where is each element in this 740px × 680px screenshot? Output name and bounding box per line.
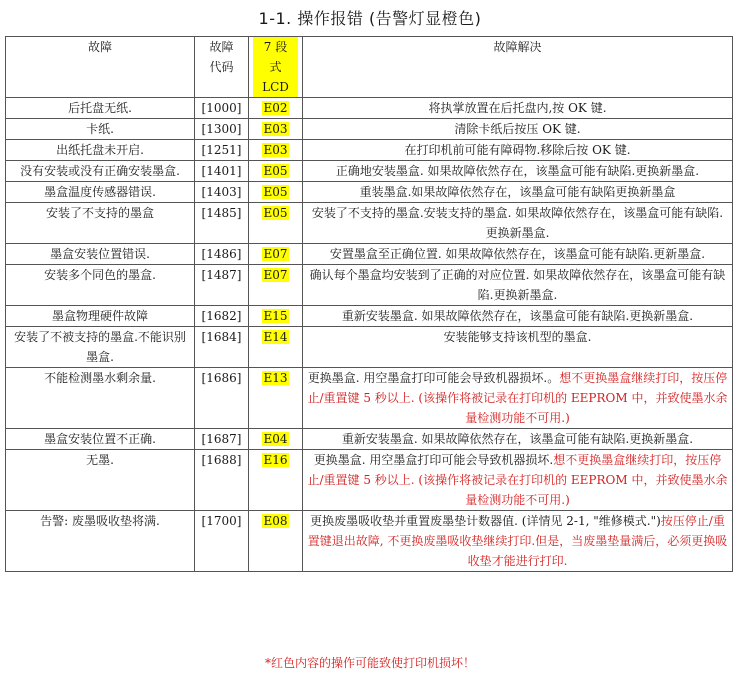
error-table — [5, 36, 733, 572]
lcd-cell — [249, 203, 303, 244]
solution-cell — [303, 98, 733, 119]
lcd-code: E07 — [263, 268, 288, 282]
code-cell: [1687] — [195, 429, 249, 450]
code-cell: [1684] — [195, 327, 249, 368]
header-lcd — [249, 37, 303, 98]
lcd-code: E15 — [263, 309, 288, 323]
solution-cell — [303, 119, 733, 140]
solution-text: 更换废墨吸收垫并重置废墨垫计数器值. (详情见 2-1, "维修模式.") — [310, 514, 661, 528]
lcd-cell — [249, 265, 303, 306]
code-cell: [1486] — [195, 244, 249, 265]
lcd-code: E05 — [263, 206, 288, 220]
solution-cell — [303, 265, 733, 306]
code-cell: [1686] — [195, 368, 249, 429]
lcd-cell — [249, 244, 303, 265]
lcd-code: E13 — [263, 371, 288, 385]
table-header-row — [6, 37, 733, 98]
solution-text: 安装能够支持该机型的墨盒. — [443, 330, 592, 344]
code-cell: [1485] — [195, 203, 249, 244]
header-code-line1: 故障 — [209, 40, 234, 54]
lcd-cell — [249, 140, 303, 161]
solution-cell — [303, 511, 733, 572]
solution-warning-text: 按压停止/重置键退出故障, 不更换废墨吸收垫继续打印.但是，当废墨垫量满后，必须更换吸收垫才能进行打印. — [307, 514, 728, 568]
header-code — [195, 37, 249, 98]
header-lcd-line2: 式 — [253, 57, 298, 77]
solution-text: 确认每个墨盒均安装到了正确的对应位置. 如果故障依然存在，该墨盒可能有缺陷.更换新墨盒. — [309, 268, 726, 302]
fault-cell: 墨盒物理硬件故障 — [6, 306, 195, 327]
table-row — [6, 429, 733, 450]
code-cell: [1000] — [195, 98, 249, 119]
code-cell: [1251] — [195, 140, 249, 161]
table-row — [6, 265, 733, 306]
table-row — [6, 306, 733, 327]
lcd-cell — [249, 511, 303, 572]
code-cell: [1487] — [195, 265, 249, 306]
solution-warning-text: 想不更换墨盒继续打印，按压停止/重置键 5 秒以上. (该操作将被记录在打印机的 EEPROM 中，并致使墨水余量检测功能不可用.) — [307, 371, 728, 425]
fault-cell: 安装了不被支持的墨盒.不能识别墨盒. — [6, 327, 195, 368]
table-row — [6, 119, 733, 140]
table-row — [6, 244, 733, 265]
lcd-cell — [249, 429, 303, 450]
lcd-cell — [249, 368, 303, 429]
solution-cell — [303, 203, 733, 244]
solution-cell — [303, 140, 733, 161]
solution-text: 重新安装墨盒. 如果故障依然存在，该墨盒可能有缺陷.更换新墨盒. — [341, 432, 694, 446]
header-fault: 故障 — [6, 37, 195, 98]
table-row — [6, 98, 733, 119]
code-cell: [1688] — [195, 450, 249, 511]
table-row — [6, 182, 733, 203]
solution-text: 安置墨盒至正确位置. 如果故障依然存在，该墨盒可能有缺陷.更新墨盒. — [329, 247, 706, 261]
lcd-code: E02 — [263, 101, 288, 115]
header-lcd-line3: LCD — [253, 77, 298, 97]
header-solution: 故障解决 — [303, 37, 733, 98]
code-cell: [1403] — [195, 182, 249, 203]
lcd-code: E07 — [263, 247, 288, 261]
solution-cell — [303, 429, 733, 450]
code-cell: [1300] — [195, 119, 249, 140]
solution-cell — [303, 327, 733, 368]
fault-cell: 后托盘无纸. — [6, 98, 195, 119]
lcd-code: E16 — [263, 453, 288, 467]
solution-text: 重装墨盒.如果故障依然存在，该墨盒可能有缺陷更换新墨盒 — [359, 185, 676, 199]
fault-cell: 出纸托盘未开启. — [6, 140, 195, 161]
page-title: 1-1. 操作报错 (告警灯显橙色) — [258, 9, 482, 28]
lcd-code: E03 — [263, 143, 288, 157]
table-row — [6, 203, 733, 244]
solution-cell — [303, 368, 733, 429]
lcd-cell — [249, 161, 303, 182]
solution-text: 安装了不支持的墨盒.安装支持的墨盒. 如果故障依然存在，该墨盒可能有缺陷.更换新墨盒. — [311, 206, 724, 240]
code-cell: [1700] — [195, 511, 249, 572]
lcd-code: E03 — [263, 122, 288, 136]
solution-text: 将执掌放置在后托盘内,按 OK 键. — [428, 101, 607, 115]
lcd-code: E14 — [263, 330, 288, 344]
lcd-code: E04 — [263, 432, 288, 446]
fault-cell: 墨盒安装位置不正确. — [6, 429, 195, 450]
footnote: *红色内容的操作可能致使打印机损坏！ — [264, 656, 475, 670]
lcd-cell — [249, 119, 303, 140]
table-row — [6, 450, 733, 511]
table-row — [6, 511, 733, 572]
lcd-cell — [249, 98, 303, 119]
table-row — [6, 161, 733, 182]
solution-cell — [303, 244, 733, 265]
solution-cell — [303, 306, 733, 327]
table-row — [6, 327, 733, 368]
fault-cell: 告警: 废墨吸收垫将满. — [6, 511, 195, 572]
lcd-cell — [249, 182, 303, 203]
fault-cell: 没有安装或没有正确安装墨盒. — [6, 161, 195, 182]
solution-text: 重新安装墨盒. 如果故障依然存在，该墨盒可能有缺陷.更换新墨盒. — [341, 309, 694, 323]
lcd-cell — [249, 306, 303, 327]
code-cell: [1401] — [195, 161, 249, 182]
table-row — [6, 368, 733, 429]
fault-cell: 墨盒安装位置错误. — [6, 244, 195, 265]
solution-text: 更换墨盒. 用空墨盒打印可能会导致机器损坏.。 — [307, 371, 560, 385]
fault-cell: 墨盒温度传感器错误. — [6, 182, 195, 203]
solution-text: 在打印机前可能有障碍物.移除后按 OK 键. — [404, 143, 631, 157]
fault-cell: 不能检测墨水剩余量. — [6, 368, 195, 429]
lcd-cell — [249, 450, 303, 511]
lcd-code: E08 — [263, 514, 288, 528]
lcd-code: E05 — [263, 185, 288, 199]
code-cell: [1682] — [195, 306, 249, 327]
solution-text: 正确地安装墨盒. 如果故障依然存在，该墨盒可能有缺陷.更换新墨盒. — [335, 164, 700, 178]
table-row — [6, 140, 733, 161]
fault-cell: 无墨. — [6, 450, 195, 511]
fault-cell: 卡纸. — [6, 119, 195, 140]
lcd-code: E05 — [263, 164, 288, 178]
solution-text: 清除卡纸后按压 OK 键. — [454, 122, 581, 136]
header-lcd-line1: 7 段 — [253, 37, 298, 57]
solution-warning-text: 想不更换墨盒继续打印，按压停止/重置键 5 秒以上. (该操作将被记录在打印机的 EEPROM 中，并致使墨水余量检测功能不可用.) — [307, 453, 728, 507]
lcd-cell — [249, 327, 303, 368]
solution-cell — [303, 161, 733, 182]
fault-cell: 安装了不支持的墨盒 — [6, 203, 195, 244]
fault-cell: 安装多个同色的墨盒. — [6, 265, 195, 306]
header-code-line2: 代码 — [209, 60, 234, 74]
solution-cell — [303, 182, 733, 203]
solution-cell — [303, 450, 733, 511]
solution-text: 更换墨盒. 用空墨盒打印可能会导致机器损坏. — [313, 453, 554, 467]
